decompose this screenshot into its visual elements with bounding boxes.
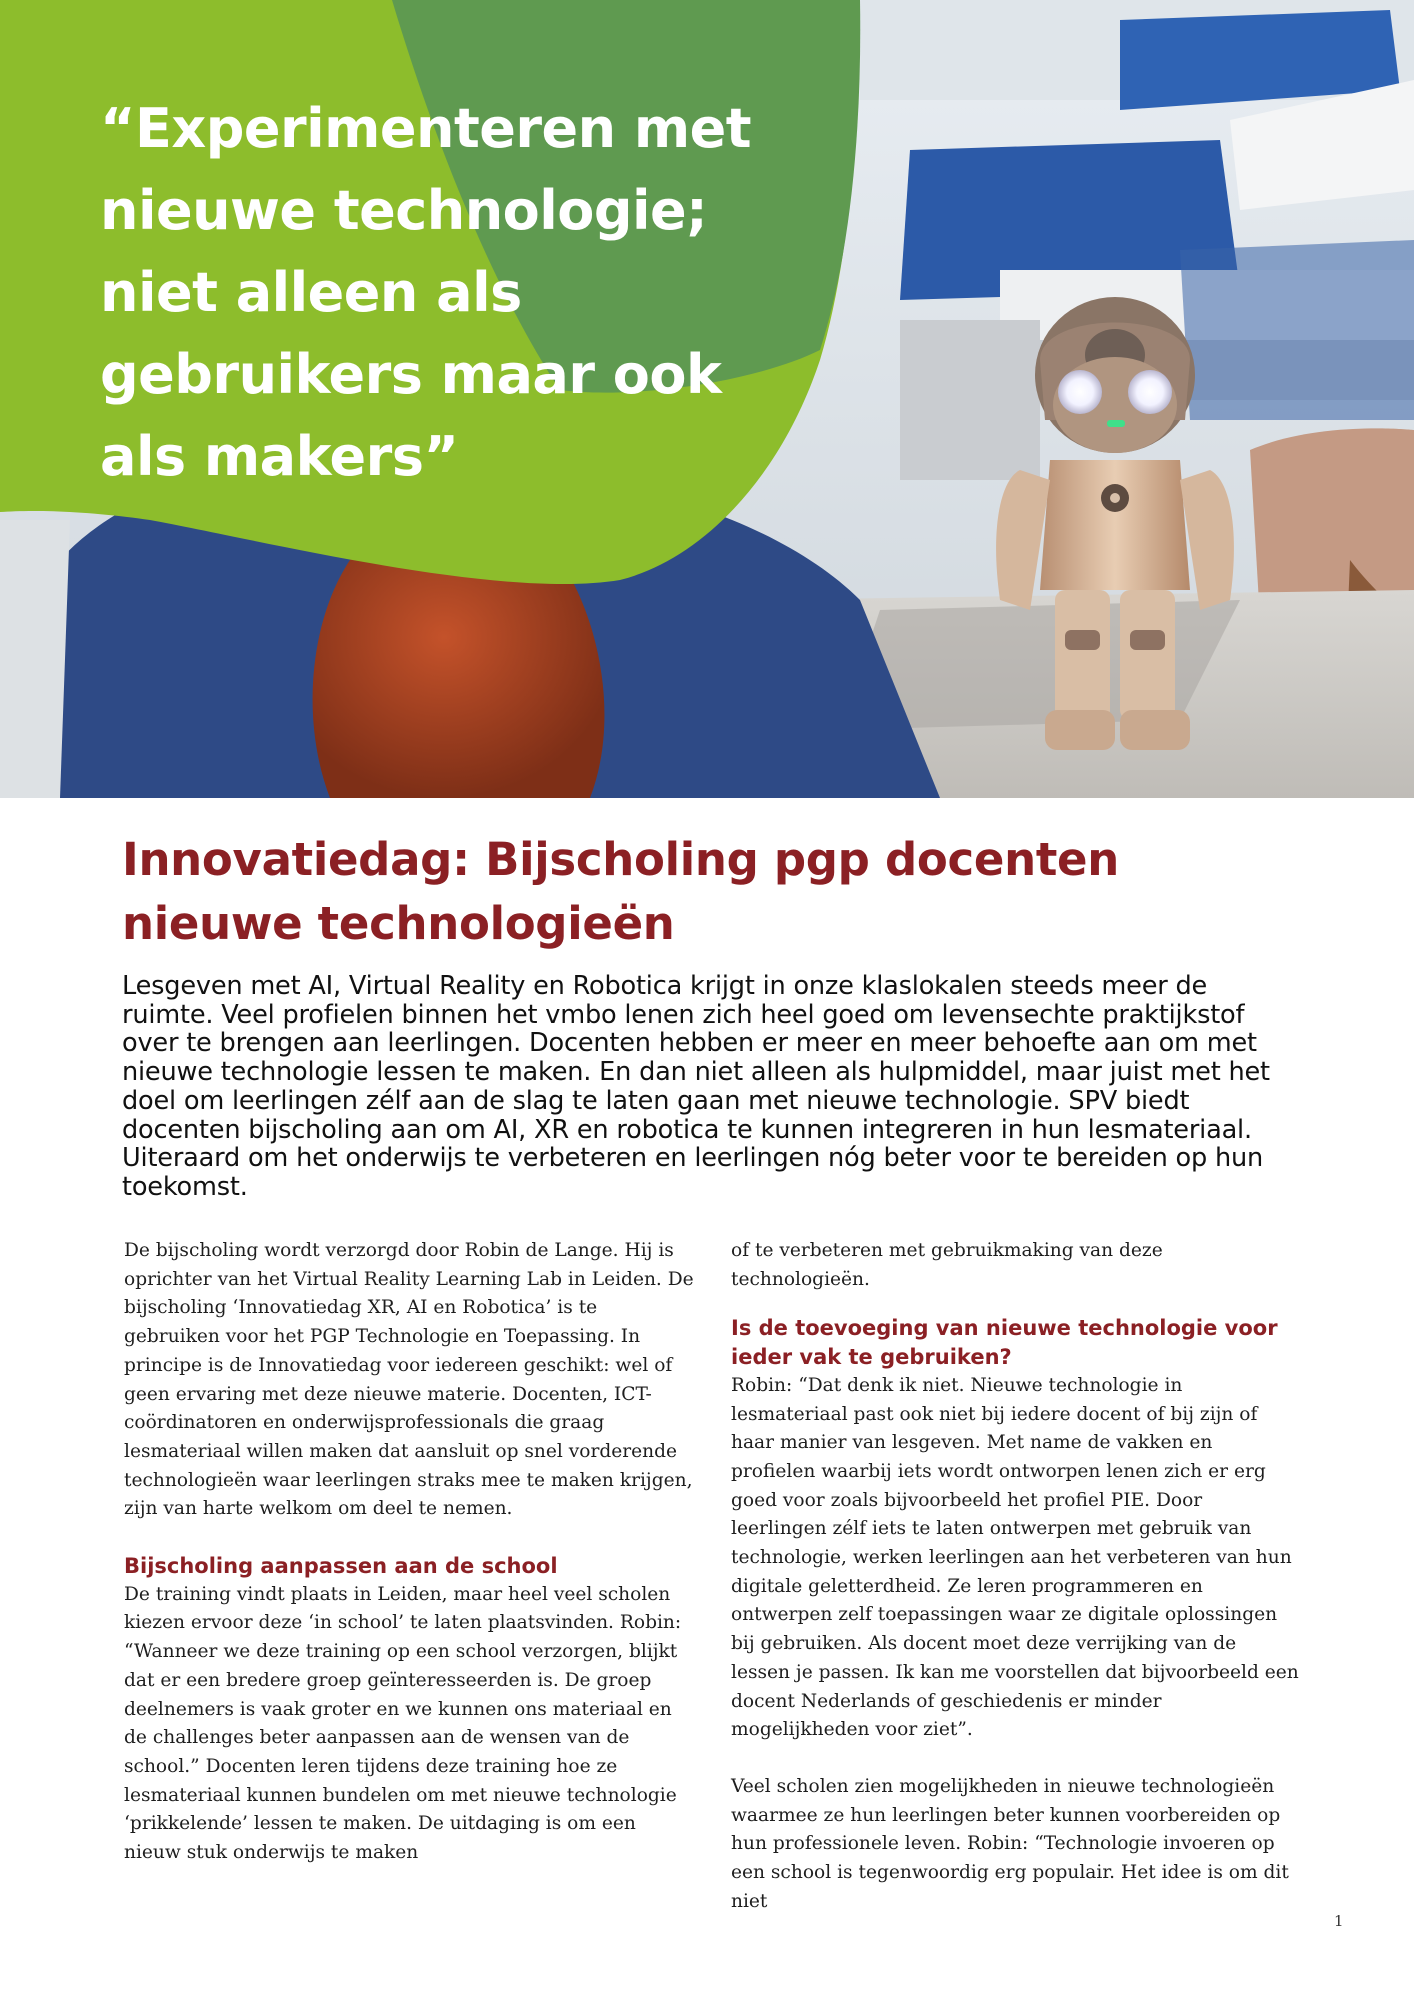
right-subheading: Is de toevoeging van nieuwe technologie voor ieder vak te gebruiken? [731,1316,1278,1370]
hero-section [0,0,1414,798]
hero-quote: “Experimenteren met nieuwe technologie; niet alleen als gebruikers maar ook als makers” [100,97,752,488]
article-lead: Lesgeven met AI, Virtual Reality en Robotica krijgt in onze klaslokalen steeds meer de ruimte. Veel profielen binnen het vmbo lenen zich heel goed om levensechte praktijkstof over te brengen aan leerlingen. Docenten hebben er meer en meer behoefte aan om met nieuwe technologie lessen te maken. En dan niet alleen als hulpmiddel, maar juist met het doel om leerlingen zélf aan de slag te laten gaan met nieuwe technologie. SPV biedt docenten bijscholing aan om AI, XR en robotica te kunnen integreren in hun lesmateriaal. Uiteraard om het onderwijs te verbeteren en leerlingen nóg beter voor te bereiden op hun toekomst. [122,971,1270,1202]
right-paragraph-1: of te verbeteren met gebruikmaking van deze technologieën. [731,1240,1163,1290]
article-title: Innovatiedag: Bijscholing pgp docenten nieuwe technologieën [122,833,1119,950]
left-subheading: Bijscholing aanpassen aan de school [124,1554,558,1579]
right-paragraph-3: Veel scholen zien mogelijkheden in nieuwe technologieën waarmee ze hun leerlingen beter kunnen voorbereiden op hun professionele leven. Robin: “Technologie invoeren op een school is tegenwoordig erg populair. Het idee is om dit niet [731,1775,1289,1912]
right-paragraph-2: Robin: “Dat denk ik niet. Nieuwe technologie in lesmateriaal past ook niet bij iedere docent of bij zijn of haar manier van lesgeven. Met name de vakken en profielen waarbij iets wordt ontworpen lenen zich er erg goed voor zoals bijvoorbeeld het profiel PIE. Door leerlingen zélf iets te laten ontwerpen met gebruik van technologie, werken leerlingen aan het verbeteren van hun digitale geletterdheid. Ze leren programmeren en ontwerpen zelf toepassingen waar ze digitale oplossingen bij gebruiken. Als docent moet deze verrijking van de lessen je passen. Ik kan me voorstellen dat bijvoorbeeld een docent Nederlands of geschiedenis er minder mogelijkheden voor ziet”. [731,1374,1299,1741]
left-paragraph-2: De training vindt plaats in Leiden, maar heel veel scholen kiezen ervoor deze ‘in school’ te laten plaatsvinden. Robin: “Wanneer we deze training op een school verzorgen, blijkt dat er een bredere groep geïnteresseerden is. De groep deelnemers is vaak groter en we kunnen ons materiaal en de challenges beter aanpassen aan de wensen van de school.” Docenten leren tijdens deze training hoe ze lesmateriaal kunnen bundelen om met nieuwe technologie ‘prikkelende’ lessen te maken. De uitdaging is om een nieuw stuk onderwijs te maken [124,1583,682,1864]
left-column [124,1237,694,1868]
right-column [731,1237,1301,1916]
left-paragraph-1: De bijscholing wordt verzorgd door Robin de Lange. Hij is oprichter van het Virtual Reality Learning Lab in Leiden. De bijscholing ‘Innovatiedag XR, AI en Robotica’ is te gebruiken voor het PGP Technologie en Toepassing. In principe is de Innovatiedag voor iedereen geschikt: wel of geen ervaring met deze nieuwe materie. Docenten, ICT-coördinatoren en onderwijsprofessionals die graag lesmateriaal willen maken dat aansluit op snel vorderende technologieën waar leerlingen straks mee te maken krijgen, zijn van harte welkom om deel te nemen. [124,1240,694,1520]
page-number: 1 [1334,1912,1344,1930]
